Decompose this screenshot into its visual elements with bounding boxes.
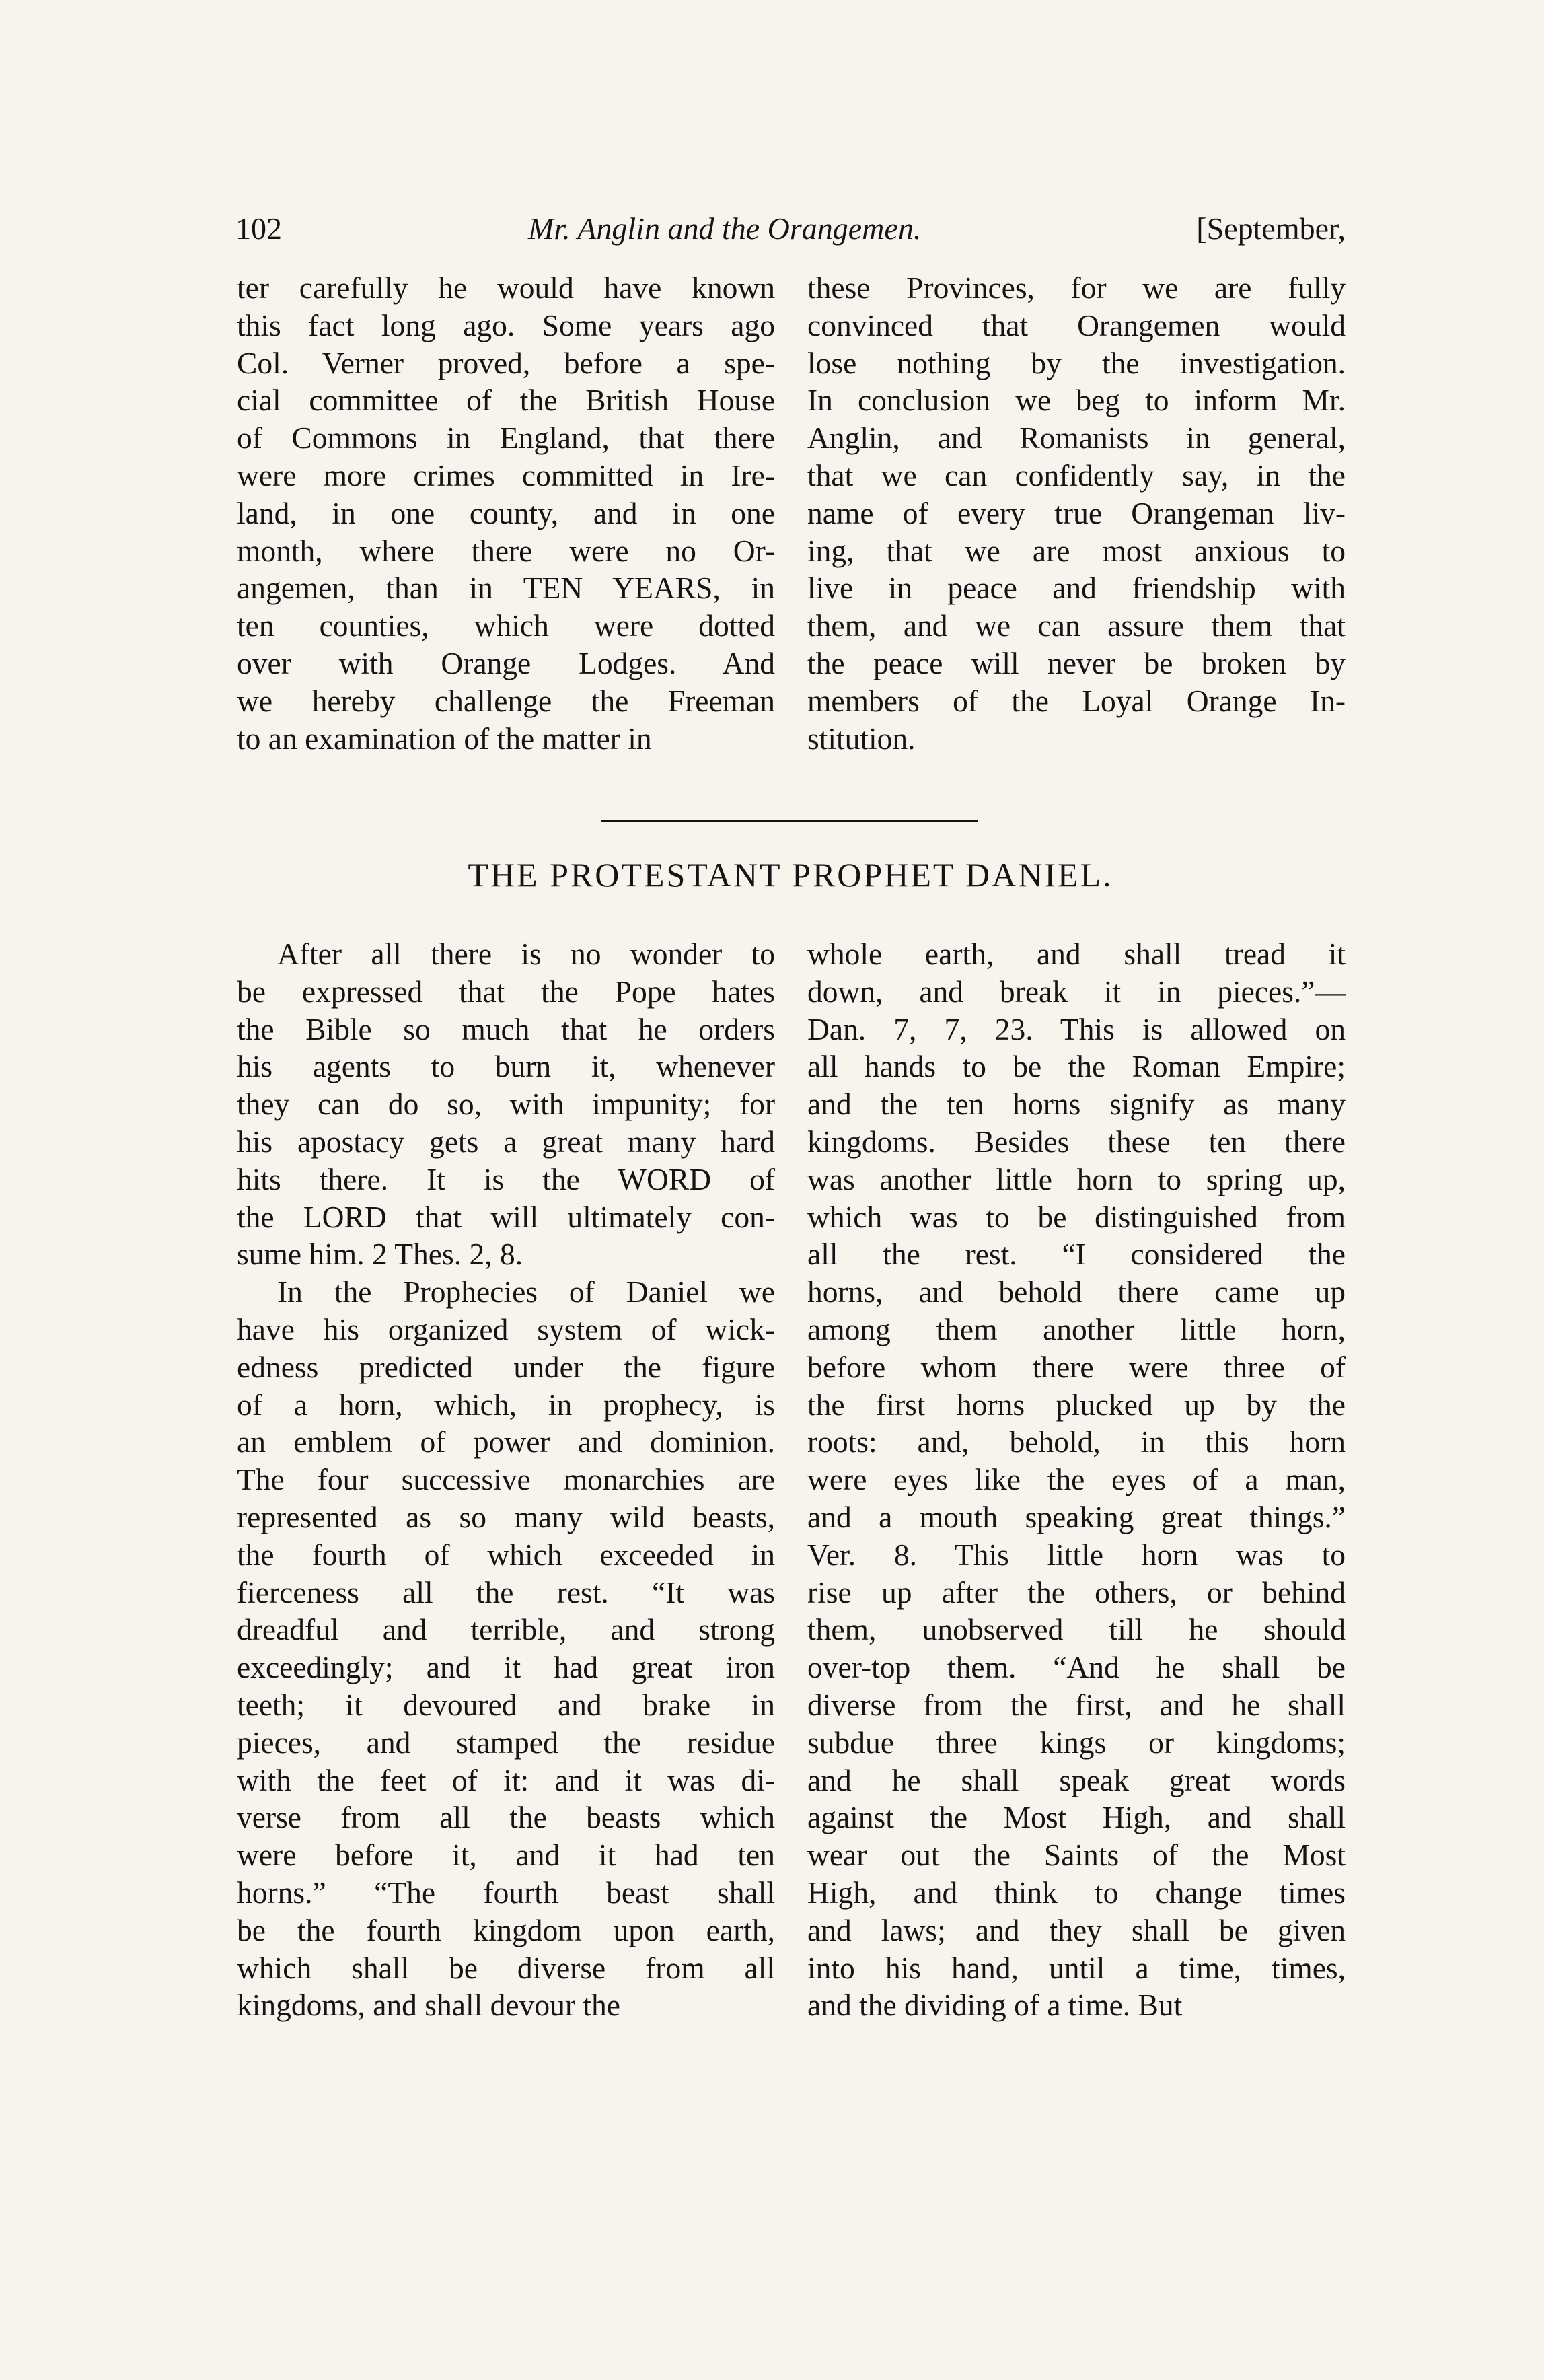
text-line: ter carefully he would have known (237, 271, 775, 305)
text-line: of Commons in England, that there (237, 421, 775, 456)
text-line: to an examination of the matter in (237, 721, 652, 756)
column-bottom-left (237, 935, 775, 2024)
text-line: subdue three kings or kingdoms; (807, 1725, 1346, 1760)
text-line: were before it, and it had ten (237, 1838, 775, 1873)
text-line: members of the Loyal Orange In- (807, 683, 1346, 718)
running-title: Mr. Anglin and the Orangemen. (528, 211, 922, 246)
text-line: live in peace and friendship with (807, 571, 1346, 606)
text-line: be expressed that the Pope hates (237, 974, 775, 1009)
text-line: dreadful and terrible, and strong (237, 1612, 775, 1647)
text-line: over with Orange Lodges. And (237, 645, 775, 680)
column-top-right (807, 269, 1346, 757)
text-line: the fourth of which exceeded in (237, 1537, 775, 1572)
text-line: Ver. 8. This little horn was to (807, 1537, 1346, 1572)
text-line: month, where there were no Or- (237, 533, 775, 568)
text-line: the peace will never be broken by (807, 645, 1346, 680)
column-bottom-right (807, 935, 1346, 2024)
text-line: diverse from the first, and he shall (807, 1687, 1346, 1722)
text-line: ing, that we are most anxious to (807, 533, 1346, 568)
text-line: horns, and behold there came up (807, 1274, 1346, 1309)
text-line: his agents to burn it, whenever (237, 1049, 775, 1084)
text-line: were more crimes committed in Ire- (237, 458, 775, 493)
text-line: roots: and, behold, in this horn (807, 1425, 1346, 1459)
text-line: these Provinces, for we are fully (807, 271, 1346, 305)
text-line: the LORD that will ultimately con- (237, 1199, 775, 1234)
text-line: wear out the Saints of the Most (807, 1838, 1346, 1873)
text-line: among them another little horn, (807, 1311, 1346, 1346)
text-line: hits there. It is the WORD of (237, 1161, 775, 1196)
text-line: represented as so many wild beasts, (237, 1499, 775, 1534)
text-line: over-top them. “And he shall be (807, 1650, 1346, 1685)
text-line: verse from all the beasts which (237, 1800, 775, 1835)
text-line: After all there is no wonder to (277, 937, 775, 971)
text-line: kingdoms, and shall devour the (237, 1988, 620, 2023)
text-line: pieces, and stamped the residue (237, 1725, 775, 1760)
text-line: were eyes like the eyes of a man, (807, 1462, 1346, 1497)
text-line: edness predicted under the figure (237, 1349, 775, 1384)
text-line: them, and we can assure them that (807, 608, 1346, 643)
text-line: this fact long ago. Some years ago (237, 308, 775, 342)
text-line: teeth; it devoured and brake in (237, 1687, 775, 1722)
text-line: of a horn, which, in prophecy, is (237, 1387, 775, 1422)
text-line: and a mouth speaking great things.” (807, 1499, 1346, 1534)
text-line: fierceness all the rest. “It was (237, 1575, 775, 1610)
text-line: High, and think to change times (807, 1875, 1346, 1910)
text-line: against the Most High, and shall (807, 1800, 1346, 1835)
text-line: stitution. (807, 721, 916, 756)
text-line: sume him. 2 Thes. 2, 8. (237, 1237, 523, 1272)
text-line: an emblem of power and dominion. (237, 1425, 775, 1459)
running-header (235, 202, 1346, 256)
text-line: convinced that Orangemen would (807, 308, 1346, 342)
text-line: with the feet of it: and it was di- (237, 1762, 775, 1797)
text-line: Col. Verner proved, before a spe- (237, 345, 775, 380)
text-line: lose nothing by the investigation. (807, 345, 1346, 380)
section-divider (601, 820, 978, 822)
text-line: which was to be distinguished from (807, 1199, 1346, 1234)
text-line: angemen, than in TEN YEARS, in (237, 571, 775, 606)
text-line: and the dividing of a time. But (807, 1988, 1183, 2023)
text-line: his apostacy gets a great many hard (237, 1124, 775, 1159)
text-line: was another little horn to spring up, (807, 1161, 1346, 1196)
text-line: exceedingly; and it had great iron (237, 1650, 775, 1685)
text-line: Dan. 7, 7, 23. This is allowed on (807, 1011, 1346, 1046)
text-line: down, and break it in pieces.”— (807, 974, 1346, 1009)
text-line: The four successive monarchies are (237, 1462, 775, 1497)
text-line: all the rest. “I considered the (807, 1237, 1346, 1272)
text-line: which shall be diverse from all (237, 1950, 775, 1985)
running-month: [September, (1196, 211, 1346, 246)
article-title: THE PROTESTANT PROPHET DANIEL. (468, 856, 1113, 894)
text-line: into his hand, until a time, times, (807, 1950, 1346, 1985)
text-line: we hereby challenge the Freeman (237, 683, 775, 718)
text-line: land, in one county, and in one (237, 495, 775, 530)
text-line: horns.” “The fourth beast shall (237, 1875, 775, 1910)
page-number: 102 (235, 211, 282, 246)
text-line: name of every true Orangeman liv- (807, 495, 1346, 530)
text-line: rise up after the others, or behind (807, 1575, 1346, 1610)
text-line: before whom there were three of (807, 1349, 1346, 1384)
text-line: the Bible so much that he orders (237, 1011, 775, 1046)
text-line: be the fourth kingdom upon earth, (237, 1912, 775, 1947)
text-line: Anglin, and Romanists in general, (807, 421, 1346, 456)
text-line: ten counties, which were dotted (237, 608, 775, 643)
text-line: cial committee of the British House (237, 383, 775, 418)
text-line: and laws; and they shall be given (807, 1912, 1346, 1947)
text-line: the first horns plucked up by the (807, 1387, 1346, 1422)
text-line: whole earth, and shall tread it (807, 937, 1346, 971)
text-line: that we can confidently say, in the (807, 458, 1346, 493)
column-top-left (237, 269, 775, 757)
text-line: In the Prophecies of Daniel we (277, 1274, 775, 1309)
text-line: and the ten horns signify as many (807, 1087, 1346, 1122)
text-line: have his organized system of wick- (237, 1311, 775, 1346)
text-line: they can do so, with impunity; for (237, 1087, 775, 1122)
text-line: all hands to be the Roman Empire; (807, 1049, 1346, 1084)
text-line: In conclusion we beg to inform Mr. (807, 383, 1346, 418)
text-line: kingdoms. Besides these ten there (807, 1124, 1346, 1159)
text-line: them, unobserved till he should (807, 1612, 1346, 1647)
text-line: and he shall speak great words (807, 1762, 1346, 1797)
